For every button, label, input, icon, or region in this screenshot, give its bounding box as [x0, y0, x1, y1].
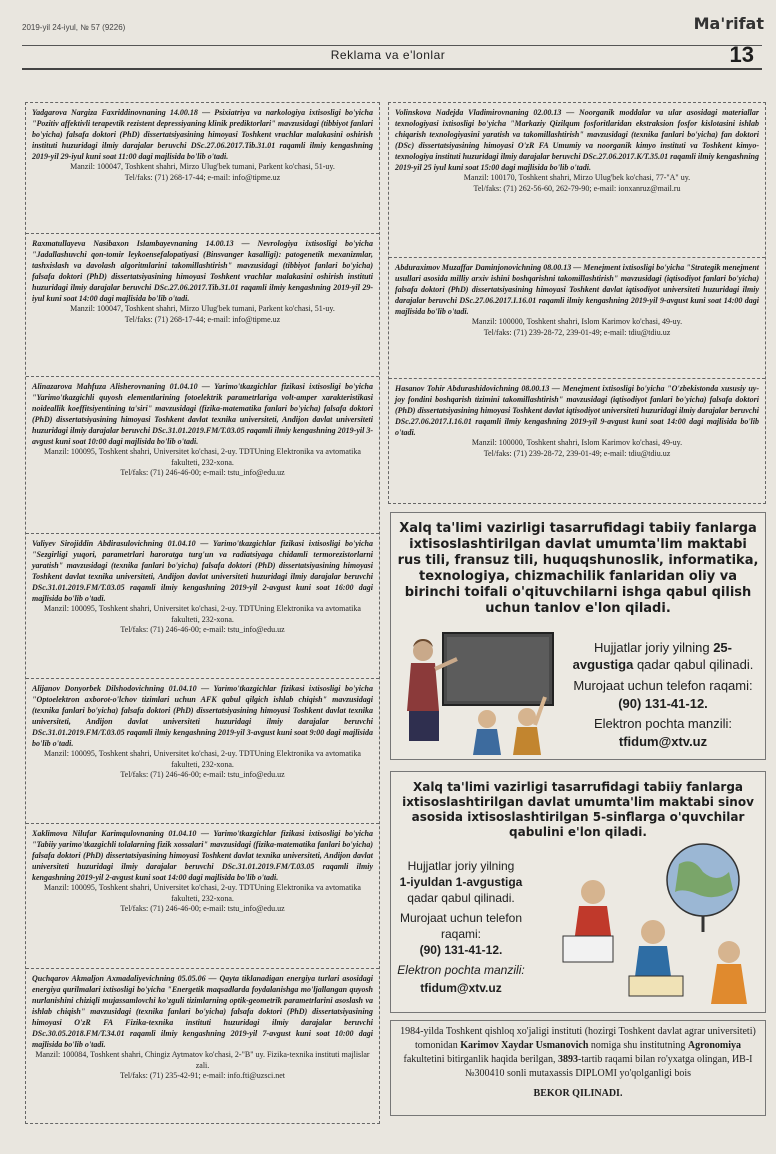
notice-address: Manzil: 100095, Toshkent shahri, Universitet ko'chasi, 2-uy. TDTUning Elektronika va avtomatika fakulteti, 232-xona. [44, 749, 361, 769]
notice-body: Abduraximov Muzaffar Daminjonovichning 08.00.13 — Menejment ixtisosligi bo'yicha "Strategik menejment usullari asosida milliy arxiv ishini boshqarishni takomillashtirish" mavzusidagi (iqtisodiyot fanlari bo'yicha) falsafa doktori (PhD) dissertatsiyasining himoyasi Toshkent davlat iqtisodiyot universiteti huzuridagi ilmiy darajalar beruvchi DSc.27.06.2017.I.16.01 raqamli ilmiy kengashning 2019-yil 9-avgust kuni soat 14:00 dagi majlisida bo'lib o'tadi. [395, 263, 759, 316]
notice-body: Raxmatullayeva Nasibaxon Islambayevnaning 14.00.13 — Nevrologiya ixtisosligi bo'yicha "Jadallashuvchi qon-tomir leykoensefalopatiyasi (Binsvanger kasalligi): patogenetik mexanizmlar, tashxislash va davolash algoritmlarini takomillashtirish" mavzusidagi (tibbiyot fanlari bo'yicha) falsafa doktori (PhD) dissertatsiyasining himoyasi Toshkent vrachlar malakasini oshirish instituti huzuridagi ilmiy darajalar beruvchi DSc.27.06.2017.Tib.31.01 raqamli ilmiy kengashning 2019-yil 29-iyul kuni soat 14:00 dagi majlisida bo'lib o'tadi. [32, 239, 373, 303]
right-notices-column [388, 102, 766, 504]
issue-date: 2019-yil 24-iyul, № 57 (9226) [22, 23, 126, 32]
notice-body: Xaklimova Nilufar Karimqulovnaning 01.04.10 — Yarimo'tkazgichlar fizikasi ixtisosligi bo'yicha "Tabiiy yarimo'tkazgichli tolalarning fizik xossalari" mavzusidagi (fizika-matematika fanlari bo'yicha) falsafa doktori (PhD) dissertatsiyasining himoyasi Toshkent davlat texnika universiteti, Andijon davlat universiteti huzuridagi ilmiy darajalar beruvchi DSc.31.01.2019.FM/T.03.05 raqamli ilmiy kengashning 2019-yil 2-avgust kuni soat 14:00 dagi majlisida bo'lib o'tadi. [32, 829, 373, 882]
ad-phone-label: Murojaat uchun telefon raqami: [399, 911, 523, 941]
students-illustration [533, 832, 759, 1008]
header-rule-bottom [22, 68, 762, 70]
notice-address: Manzil: 100047, Toshkent shahri, Mirzo Ulug'bek tumani, Parkent ko'chasi, 51-uy. [70, 162, 335, 171]
dissertation-notice [26, 969, 379, 1086]
dissertation-notice [26, 377, 379, 534]
notice-body: Alinazarova Mahfuza Alisherovnaning 01.04.10 — Yarimo'tkazgichlar fizikasi ixtisosligi bo'yicha "Yarimo'tkazgichli quyosh elementlarining fotoelektrik parametrlariga volt-amper xarakteristikasi noideallik koeffitsiyentining ta'siri" mavzusidagi (fizika-matematika fanlari bo'yicha) falsafa doktori (PhD) dissertatsiyasining himoyasi Toshkent davlat texnika universiteti, Andijon davlat universiteti huzuridagi ilmiy darajalar beruvchi DSc.31.01.2019.FM/T.03.05 raqamli ilmiy kengashning 2019-yil 3-avgust kuni soat 10:00 dagi majlisida bo'lib o'tadi. [32, 382, 373, 446]
dissertation-notice [389, 103, 765, 258]
teacher-illustration [395, 625, 565, 755]
dissertation-notice [389, 379, 765, 463]
ad-headline: Xalq ta'limi vazirligi tasarrufidagi tabiiy fanlarga ixtisoslashtirilgan davlat umumta'lim maktabi rus tili, fransuz tili, huquqshunoslik, informatika, texnologiya, chizmachilik fanlaridan oliy va birinchi toifali o'qituvchilarni ishga qabul qilish uchun tanlov e'lon qiladi. [397, 521, 759, 616]
notice-body: Volinskova Nadejda Vladimirovnaning 02.00.13 — Noorganik moddalar va ular asosidagi materiallar texnologiyasi ixtisosligi bo'yicha "Markaziy Qizilqum fosforitlaridan ekstraksion fosfor kislotasini ishlab chiqarish texnologiyasini yaratish va takomillashtirish" mavzusidagi (texnika fanlari bo'yicha) fan doktori (DSc) dissertatsiyasining himoyasi O'zR FA Umumiy va noorganik kimyo instituti va Toshkent kimyo-texnologiya instituti huzuridagi ilmiy darajalar beruvchi DSc.27.06.2017.K/T.35.01 raqamli ilmiy kengashning 2019-yil 25 iyul kuni soat 15:00 dagi majlisida bo'lib o'tadi. [395, 108, 759, 172]
notice-address: Manzil: 100095, Toshkent shahri, Universitet ko'chasi, 2-uy. TDTUning Elektronika va avtomatika fakulteti, 232-xona. [44, 604, 361, 624]
notice-contact: Tel/faks: (71) 268-17-44; e-mail: info@tipme.uz [124, 172, 281, 182]
notice-body: Hasanov Tohir Abdurashidovichning 08.00.13 — Menejment ixtisosligi bo'yicha "O'zbekistonda xususiy uy-joy fondini boshqarish tizimini takomillashtirish" mavzusidagi (iqtisodiyot fanlari bo'yicha) falsafa doktori (PhD) dissertatsiyasining himoyasi Toshkent davlat iqtisodiyot universiteti huzuridagi ilmiy darajalar beruvchi DSc.27.06.2017.I.16.01 raqamli ilmiy kengashning 2019-yil 9-avgust kuni soat 14:00 dagi majlisida bo'lib o'tadi. [395, 384, 759, 437]
dissertation-notice [26, 824, 379, 969]
notice-address: Manzil: 100095, Toshkent shahri, Universitet ko'chasi, 2-uy. TDTUning Elektronika va avtomatika fakulteti, 232-xona. [44, 447, 361, 467]
notice-address: Manzil: 100170, Toshkent shahri, Mirzo Ulug'bek ko'chasi, 77-"A" uy. [463, 173, 691, 182]
notice-address: Manzil: 100047, Toshkent shahri, Mirzo Ulug'bek tumani, Parkent ko'chasi, 51-uy. [70, 304, 335, 313]
lost-diploma-status: BEKOR QILINADI. [533, 1088, 623, 1099]
notice-contact: Tel/faks: (71) 262-56-60, 262-79-90; e-mail: ionxanruz@mail.ru [473, 183, 681, 193]
left-notices-column [25, 102, 380, 1124]
dissertation-notice [26, 234, 379, 377]
dissertation-notice [389, 258, 765, 379]
notice-body: Quchqarov Akmaljon Axmadaliyevichning 05.05.06 — Qayta tiklanadigan energiya turlari asosidagi energiya qurilmalari ixtisosligi bo'yicha "Energetik maqsadlarda foydalanishga mo'ljallangan quyosh nurlanishini chiziqli mujassamlovchi ko'zguli tizimlarning optik-geometrik parametrlarini asoslash va ishlab chiqish" mavzusidagi (texnika fanlari bo'yicha) falsafa doktori (PhD) dissertatsiyasining himoyasi O'zR FA Fizika-texnika instituti huzuridagi ilmiy darajalar beruvchi DSc.30.05.2018.FM/T.34.01 raqamli ilmiy kengashning 2019-yil 7-avgust kuni soat 10:00 dagi majlisida bo'lib o'tadi. [32, 974, 373, 1049]
ad-email: tfidum@xtv.uz [618, 734, 708, 749]
ad-phone: (90) 131-41-12. [618, 696, 708, 711]
ad-email-label: Elektron pochta manzili: [397, 963, 525, 977]
newspaper-logo: Ma'rifat [693, 14, 764, 33]
student-admission-ad [390, 771, 766, 1013]
ad-email: tfidum@xtv.uz [420, 981, 502, 995]
notice-contact: Tel/faks: (71) 239-28-72, 239-01-49; e-mail: tdiu@tdiu.uz [483, 327, 671, 337]
notice-body: Yadgarova Nargiza Faxriddinovnaning 14.00.18 — Psixiatriya va narkologiya ixtisosligi bo'yicha "Pozitiv affektivli terapevtik rezistent depressiyaning klinik prediktorlari" mavzusidagi (tibbiyot fanlari bo'yicha) falsafa doktori (PhD) dissertatsiyasining himoyasi Toshkent vrachlar malakasini oshirish instituti huzuridagi ilmiy darajalar beruvchi DSc.27.06.2017.Tib.31.01 raqamli ilmiy kengashning 2019-yil 29-iyul kuni soat 11:00 dagi majlisida bo'lib o'tadi. [32, 108, 373, 161]
notice-body: Alijanov Donyorbek Dilshodovichning 01.04.10 — Yarimo'tkazgichlar fizikasi ixtisosligi bo'yicha "Optoelektron axborot-o'lchov tizimlari uchun AFK qabul qilgich ishlab chiqish" mavzusidagi (texnika fanlari bo'yicha) falsafa doktori (PhD) dissertatsiyasining himoyasi Toshkent davlat texnika universiteti, Andijon davlat universiteti huzuridagi ilmiy darajalar beruvchi DSc.31.01.2019.FM/T.03.05 raqamli ilmiy kengashning 2019-yil 3-avgust kuni soat 9:00 dagi majlisida bo'lib o'tadi. [32, 684, 373, 748]
notice-contact: Tel/faks: (71) 246-46-00; e-mail: tstu_info@edu.uz [120, 770, 285, 779]
dissertation-notice [26, 534, 379, 679]
notice-address: Manzil: 100095, Toshkent shahri, Universitet ko'chasi, 2-uy. TDTUning Elektronika va avtomatika fakulteti, 232-xona. [44, 883, 361, 903]
section-title: Reklama va e'lonlar [330, 48, 446, 62]
dissertation-notice [26, 679, 379, 824]
lost-diploma-text: 1984-yilda Toshkent qishloq xo'jaligi instituti (hozirgi Toshkent davlat agrar universiteti) tomonidan Karimov Xaydar Usmanovich nomiga shu institutning Agronomiya fakultetini bitirganlik haqida berilgan, 3893-tartib raqami bilan ro'yxatga olingan, ИВ-I №300410 sonli mutaxassis DIPLOMI yo'qolganligi bois [400, 1026, 756, 1079]
notice-contact: Tel/faks: (71) 235-42-91; e-mail: info.fti@uzsci.net [120, 1071, 285, 1080]
notice-contact: Tel/faks: (71) 239-28-72, 239-01-49; e-mail: tdiu@tdiu.uz [483, 448, 671, 458]
dissertation-notice [26, 103, 379, 234]
page-number: 13 [729, 42, 754, 67]
notice-body: Valiyev Sirojiddin Abdirasulovichning 01.04.10 — Yarimo'tkazgichlar fizikasi ixtisosligi bo'yicha "Sezgirligi yuqori, parametrlari haroratga turg'un va radiatsiyaga chidamli termorezistorlarni yaratish" mavzusidagi (texnika fanlari bo'yicha) falsafa doktori (PhD) dissertatsiyasining himoyasi Toshkent davlat texnika universiteti, Andijon davlat universiteti huzuridagi ilmiy darajalar beruvchi DSc.31.01.2019.FM/T.03.05 raqamli ilmiy kengashning 2019-yil 2-avgust kuni soat 16:00 dagi majlisida bo'lib o'tadi. [32, 539, 373, 603]
ad-email-label: Elektron pochta manzili: [593, 716, 732, 731]
notice-address: Manzil: 100000, Toshkent shahri, Islom Karimov ko'chasi, 49-uy. [471, 317, 683, 326]
header-rule [22, 45, 762, 46]
ad-deadline: Hujjatlar joriy yilning 1-iyuldan 1-avgustiga qadar qabul qilinadi. [399, 859, 523, 905]
ad-headline: Xalq ta'limi vazirligi tasarrufidagi tabiiy fanlarga ixtisoslashtirilgan davlat umumta'lim maktabi sinov asosida ixtisoslashtirilgan 5-sinflarga o'quvchilar qabulini e'lon qiladi. [402, 780, 754, 839]
lost-diploma-notice [390, 1020, 766, 1116]
notice-contact: Tel/faks: (71) 268-17-44; e-mail: info@tipme.uz [124, 314, 281, 324]
teacher-recruitment-ad [390, 512, 766, 760]
notice-address: Manzil: 100000, Toshkent shahri, Islom Karimov ko'chasi, 49-uy. [471, 438, 683, 447]
notice-contact: Tel/faks: (71) 246-46-00; e-mail: tstu_info@edu.uz [120, 904, 285, 913]
notice-address: Manzil: 100084, Toshkent shahri, Chingiz Aytmatov ko'chasi, 2-"B" uy. Fizika-texnika instituti majlislar zali. [35, 1050, 370, 1070]
notice-contact: Tel/faks: (71) 246-46-00; e-mail: tstu_info@edu.uz [120, 468, 285, 477]
notice-contact: Tel/faks: (71) 246-46-00; e-mail: tstu_info@edu.uz [120, 625, 285, 634]
ad-deadline: Hujjatlar joriy yilning 25-avgustiga qadar qabul qilinadi. [572, 640, 754, 672]
ad-phone: (90) 131-41-12. [419, 943, 503, 957]
ad-phone-label: Murojaat uchun telefon raqami: [573, 678, 753, 693]
